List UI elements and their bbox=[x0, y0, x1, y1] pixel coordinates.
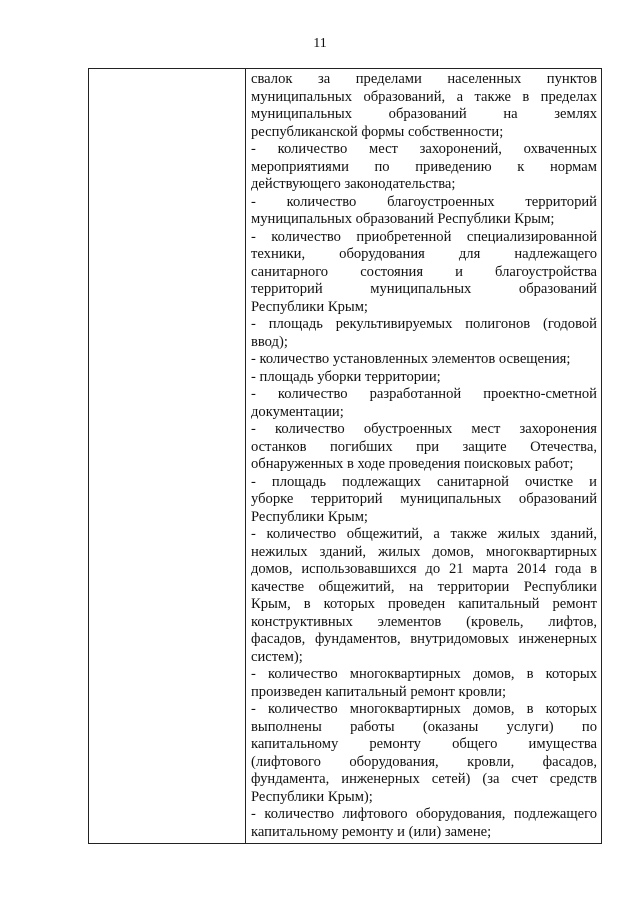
text-line: техники, оборудования для надлежащего bbox=[251, 246, 597, 262]
text-line: мероприятиями по приведению к нормам bbox=[251, 158, 597, 175]
indicator-paragraph bbox=[251, 194, 597, 229]
indicator-paragraph bbox=[251, 526, 597, 666]
indicator-paragraph bbox=[251, 351, 597, 369]
text-line: Республики Крым; bbox=[251, 508, 368, 525]
indicator-paragraph bbox=[251, 666, 597, 701]
text-line: документации; bbox=[251, 403, 344, 420]
text-line: - количество благоустроенных территорий bbox=[251, 193, 597, 210]
text-line: муниципальных образований на землях bbox=[251, 106, 597, 122]
text-line: домов, использовавшихся до 21 марта 2014 года в bbox=[251, 561, 597, 577]
text-line: муниципальных образований, а также в пределах bbox=[251, 88, 597, 105]
text-line: качестве общежитий, на территории Республики bbox=[251, 578, 597, 595]
text-line: капитальному ремонту общего имущества bbox=[251, 736, 597, 752]
text-line: - количество лифтового оборудования, подлежащего bbox=[251, 806, 597, 822]
indicator-paragraph bbox=[251, 316, 597, 351]
text-line: капитальному ремонту и (или) замене; bbox=[251, 823, 492, 840]
text-line: - количество приобретенной специализированной bbox=[251, 228, 597, 245]
indicator-list bbox=[246, 69, 601, 843]
text-line: республиканской формы собственности; bbox=[251, 123, 504, 140]
text-line: Республики Крым); bbox=[251, 788, 373, 805]
table-cell-left bbox=[89, 69, 246, 844]
text-line: - количество установленных элементов освещения; bbox=[251, 351, 571, 367]
text-line: Республики Крым; bbox=[251, 298, 368, 315]
indicator-paragraph bbox=[251, 369, 597, 387]
text-line: - площадь подлежащих санитарной очистке и bbox=[251, 473, 597, 490]
text-line: ввод); bbox=[251, 333, 288, 350]
page-number: 11 bbox=[313, 36, 327, 51]
text-line: санитарного состояния и благоустройства bbox=[251, 263, 597, 280]
text-line: произведен капитальный ремонт кровли; bbox=[251, 683, 507, 700]
text-line: - площадь рекультивируемых полигонов (годовой bbox=[251, 316, 597, 332]
indicator-paragraph bbox=[251, 141, 597, 194]
indicator-paragraph bbox=[251, 229, 597, 317]
text-line: - количество общежитий, а также жилых зданий, bbox=[251, 526, 597, 542]
indicator-paragraph bbox=[251, 701, 597, 806]
text-line: Крым, в которых проведен капитальный ремонт bbox=[251, 596, 597, 612]
text-line: фасадов, фундаментов, внутридомовых инженерных bbox=[251, 631, 597, 647]
text-line: выполнены работы (оказаны услуги) по bbox=[251, 718, 597, 735]
text-line: - количество мест захоронений, охваченных bbox=[251, 141, 597, 157]
indicator-paragraph bbox=[251, 71, 597, 141]
indicator-paragraph bbox=[251, 474, 597, 527]
text-line: свалок за пределами населенных пунктов bbox=[251, 71, 597, 87]
text-line: фундамента, инженерных сетей) (за счет средств bbox=[251, 771, 597, 787]
text-line: территорий муниципальных образований bbox=[251, 281, 597, 297]
text-line: систем); bbox=[251, 648, 303, 665]
text-line: - количество многоквартирных домов, в которых bbox=[251, 666, 597, 682]
text-line: муниципальных образований Республики Крым; bbox=[251, 211, 555, 227]
document-table bbox=[88, 68, 602, 844]
text-line: останков погибших при защите Отечества, bbox=[251, 438, 597, 455]
table-row bbox=[89, 69, 602, 844]
indicator-paragraph bbox=[251, 806, 597, 841]
indicator-paragraph bbox=[251, 386, 597, 421]
text-line: - площадь уборки территории; bbox=[251, 368, 441, 385]
text-line: - количество разработанной проектно-сметной bbox=[251, 386, 597, 402]
text-line: нежилых зданий, жилых домов, многоквартирных bbox=[251, 543, 597, 560]
text-line: действующего законодательства; bbox=[251, 176, 456, 192]
text-line: конструктивных элементов (кровель, лифтов, bbox=[251, 613, 597, 630]
text-line: обнаруженных в ходе проведения поисковых работ; bbox=[251, 456, 574, 472]
text-line: - количество обустроенных мест захоронения bbox=[251, 421, 597, 437]
text-line: - количество многоквартирных домов, в которых bbox=[251, 701, 597, 717]
indicator-paragraph bbox=[251, 421, 597, 474]
text-line: (лифтового оборудования, кровли, фасадов, bbox=[251, 753, 597, 770]
text-line: уборке территорий муниципальных образований bbox=[251, 491, 597, 507]
table-cell-right bbox=[246, 69, 602, 844]
